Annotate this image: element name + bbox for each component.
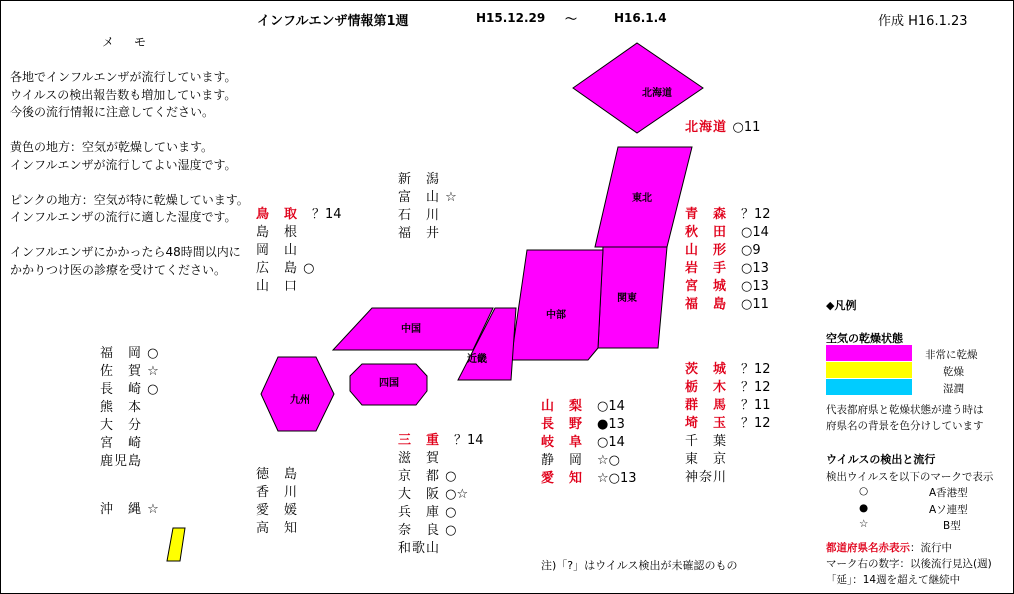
pref-mark: ○14 — [597, 435, 625, 450]
legend-red-suffix: ：流行中 — [910, 542, 952, 554]
pref-name: 鹿児島 — [100, 454, 143, 469]
pref-list-shikoku — [256, 466, 298, 538]
pref-mark: ○11 — [732, 120, 761, 135]
pref-mark: ○13 — [741, 279, 769, 294]
pref-name: 富 山 — [398, 190, 441, 205]
pref-name: 三 重 — [398, 433, 441, 448]
report-title: インフルエンザ情報第1週 — [257, 14, 409, 29]
pref-list-hokkaido — [685, 119, 760, 137]
pref-mark: ☆○13 — [597, 471, 637, 486]
pref-mark: ？12 — [741, 207, 771, 222]
pref-name: 山 口 — [256, 279, 299, 294]
legend-soviet: Aソ連型 — [929, 504, 968, 516]
pref-name: 新 潟 — [398, 172, 441, 187]
pref-name: 熊 本 — [100, 400, 143, 415]
legend-hk-symbol: ○ — [859, 485, 869, 497]
pref-name: 静 岡 — [541, 453, 584, 468]
pref-mark: ☆ — [445, 190, 457, 205]
pref-name: 兵 庫 — [398, 505, 441, 520]
pref-name: 滋 賀 — [398, 451, 441, 466]
pref-name: 香 川 — [256, 485, 299, 500]
swatch-very-dry — [826, 345, 912, 361]
pref-list-chubu-south — [541, 398, 637, 488]
period-tilde: ～ — [565, 12, 578, 26]
region-kyushu-shape — [261, 357, 334, 431]
legend-dry: 乾燥 — [943, 366, 964, 378]
memo-line: 各地でインフルエンザが流行しています。 — [10, 70, 237, 84]
memo-line: ウイルスの検出報告数も増加しています。 — [10, 87, 237, 102]
legend-red-label: 都道府県名赤表示 — [826, 542, 910, 554]
pref-mark: ？12 — [741, 380, 771, 395]
region-chubu-shape — [511, 250, 603, 360]
legend-virus-heading: ウイルスの検出と流行 — [826, 453, 936, 466]
pref-name: 千 葉 — [685, 434, 728, 449]
pref-name: 宮 城 — [685, 279, 728, 294]
pref-name: 東 京 — [685, 452, 728, 467]
pref-name: 和歌山 — [398, 541, 441, 556]
pref-name: 茨 城 — [685, 362, 728, 377]
legend-humid: 湿潤 — [943, 383, 964, 395]
region-label-kanto: 関東 — [617, 293, 637, 304]
pref-name: 愛 媛 — [256, 503, 299, 518]
region-label-kinki: 近畿 — [467, 354, 487, 365]
pref-name: 石 川 — [398, 208, 441, 223]
memo-line: インフルエンザが流行してよい湿度です。 — [10, 157, 237, 172]
memo-heading: メ モ — [102, 35, 151, 49]
pref-name: 福 島 — [685, 297, 728, 312]
pref-name: 島 根 — [256, 225, 299, 240]
pref-name: 鳥 取 — [256, 207, 299, 222]
legend-red-explanation — [826, 540, 952, 555]
pref-mark: ○11 — [741, 297, 769, 312]
pref-name: 沖 縄 — [100, 502, 143, 517]
pref-name: 長 野 — [541, 417, 584, 432]
region-label-tohoku: 東北 — [632, 193, 652, 204]
region-hokkaido-shape — [573, 43, 703, 133]
pref-mark: ○☆ — [445, 487, 469, 502]
pref-mark: ？14 — [312, 207, 342, 222]
memo-line: 今後の流行情報に注意してください。 — [10, 105, 215, 119]
pref-name: 長 崎 — [100, 382, 143, 397]
pref-mark: ○ — [147, 382, 159, 397]
pref-name: 高 知 — [256, 521, 299, 536]
legend-b: B型 — [943, 520, 961, 532]
pref-name: 岡 山 — [256, 243, 299, 258]
region-label-shikoku: 四国 — [379, 378, 399, 389]
memo-line: インフルエンザにかかったら48時間以内に — [10, 245, 241, 259]
pref-mark: ○14 — [597, 399, 625, 414]
pref-mark: ☆ — [147, 364, 159, 379]
legend-heading: ◆凡例 — [826, 299, 857, 312]
pref-mark: ○ — [445, 523, 457, 538]
legend-delay: 「延」：14週を超えて継続中 — [826, 574, 961, 586]
pref-mark: ○ — [445, 469, 457, 484]
pref-name: 広 島 — [256, 261, 299, 276]
pref-name: 佐 賀 — [100, 364, 143, 379]
pref-name: 福 井 — [398, 226, 441, 241]
pref-mark: ○13 — [741, 261, 769, 276]
pref-name: 山 梨 — [541, 399, 584, 414]
region-label-hokkaido: 北海道 — [642, 88, 672, 99]
pref-list-kyushu — [100, 345, 159, 471]
legend-right-number: マーク右の数字：以後流行見込(週) — [826, 558, 992, 570]
pref-mark: ☆○ — [597, 453, 621, 468]
swatch-humid — [826, 379, 912, 395]
okinawa-marker — [167, 528, 185, 561]
legend-air-heading: 空気の乾燥状態 — [826, 332, 903, 345]
pref-name: 青 森 — [685, 207, 728, 222]
legend-virus-sub: 検出ウイルスを以下のマークで表示 — [826, 471, 994, 483]
legend-very-dry: 非常に乾燥 — [925, 349, 978, 361]
pref-name: 大 分 — [100, 418, 143, 433]
pref-mark: ？12 — [741, 416, 771, 431]
pref-name: 大 阪 — [398, 487, 441, 502]
pref-list-tohoku — [685, 206, 771, 314]
memo-line: ピンクの地方：空気が特に乾燥しています。 — [10, 192, 249, 207]
pref-mark: ●13 — [597, 417, 625, 432]
pref-name: 神奈川 — [685, 470, 728, 485]
legend-b-symbol: ☆ — [859, 518, 869, 530]
pref-list-kanto — [685, 361, 771, 487]
pref-name: 岩 手 — [685, 261, 728, 276]
pref-name: 岐 阜 — [541, 435, 584, 450]
pref-list-chugoku — [256, 206, 342, 296]
memo-line: 黄色の地方：空気が乾燥しています。 — [10, 140, 214, 154]
created-date: 作成 H16.1.23 — [878, 14, 968, 29]
pref-mark: ○ — [445, 505, 457, 520]
pref-name: 徳 島 — [256, 467, 299, 482]
pref-mark: ○ — [303, 261, 315, 276]
swatch-dry — [826, 362, 912, 378]
legend-note2: 府県名の背景を色分けしています — [826, 420, 984, 432]
footnote: 注)「?」はウイルス検出が未確認のもの — [541, 559, 738, 572]
period-end: H16.1.4 — [614, 11, 667, 25]
pref-name: 秋 田 — [685, 225, 728, 240]
pref-name: 愛 知 — [541, 471, 584, 486]
pref-name: 栃 木 — [685, 380, 728, 395]
pref-name: 群 馬 — [685, 398, 728, 413]
pref-name: 山 形 — [685, 243, 728, 258]
pref-mark: ？12 — [741, 362, 771, 377]
legend-soviet-symbol: ● — [859, 502, 869, 514]
pref-mark: ○14 — [741, 225, 769, 240]
legend-hk: A香港型 — [929, 487, 968, 499]
pref-name: 埼 玉 — [685, 416, 728, 431]
pref-name: 北海道 — [685, 120, 728, 135]
pref-name: 福 岡 — [100, 346, 143, 361]
pref-name: 京 都 — [398, 469, 441, 484]
pref-name: 宮 崎 — [100, 436, 143, 451]
region-label-chugoku: 中国 — [401, 324, 421, 335]
pref-list-kinki — [398, 432, 484, 558]
pref-name: 奈 良 — [398, 523, 441, 538]
memo-line: インフルエンザの流行に適した湿度です。 — [10, 210, 237, 224]
pref-list-chubu-north — [398, 171, 457, 243]
pref-mark: ☆ — [147, 502, 159, 517]
period-start: H15.12.29 — [476, 11, 546, 25]
pref-mark: ？14 — [454, 433, 484, 448]
region-label-kyushu: 九州 — [290, 395, 310, 406]
memo-line: かかりつけ医の診療を受けてください。 — [10, 262, 227, 277]
region-label-chubu: 中部 — [546, 310, 566, 321]
legend-note1: 代表都府県と乾燥状態が違う時は — [826, 404, 984, 416]
pref-mark: ？11 — [741, 398, 771, 413]
pref-mark: ○ — [147, 346, 159, 361]
pref-mark: ○9 — [741, 243, 761, 258]
pref-list-okinawa — [100, 501, 159, 519]
